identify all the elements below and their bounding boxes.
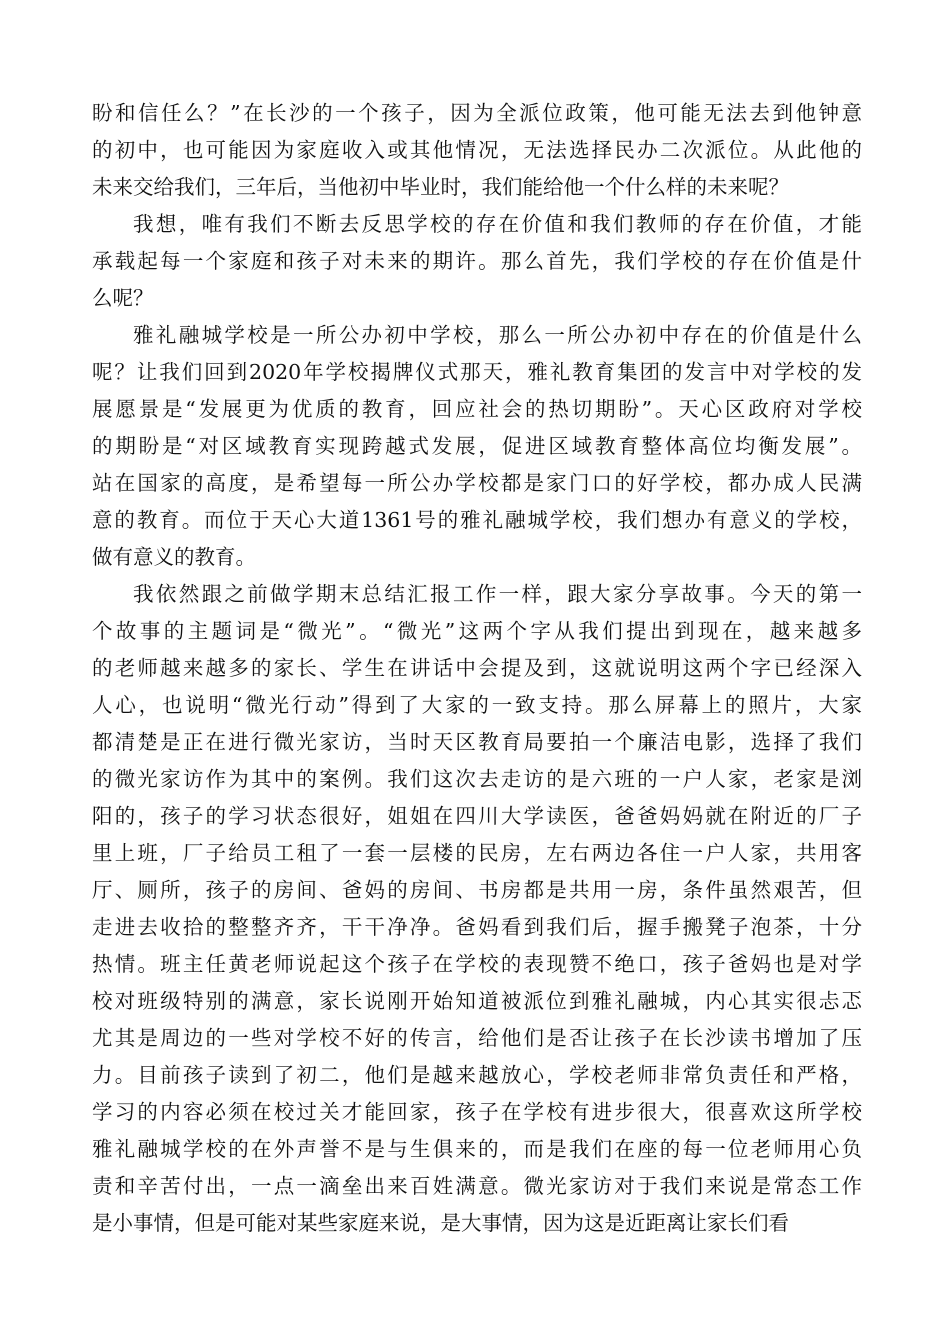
text-line: 学习的内容必须在校过关才能回家，孩子在学校有进步很大，很喜欢这所学校 — [92, 1100, 862, 1124]
text-line: 校对班级特别的满意，家长说刚开始知道被派位到雅礼融城，内心其实很忐忑 — [92, 989, 862, 1013]
text-line: 的期盼是“对区域教育实现跨越式发展，促进区域教育整体高位均衡发展”。 — [92, 434, 862, 458]
text-line: 热情。班主任黄老师说起这个孩子在学校的表现赞不绝口，孩子爸妈也是对学 — [92, 952, 862, 976]
paragraph — [92, 95, 862, 206]
text-line: 尤其是周边的一些对学校不好的传言，给他们是否让孩子在长沙读书增加了压 — [92, 1026, 862, 1050]
text-line: 承载起每一个家庭和孩子对未来的期许。那么首先，我们学校的存在价值是什 — [92, 249, 862, 273]
document-body — [92, 95, 862, 1242]
text-line: 的初中，也可能因为家庭收入或其他情况，无法选择民办二次派位。从此他的 — [92, 138, 862, 162]
text-line: 阳的，孩子的学习状态很好，姐姐在四川大学读医，爸爸妈妈就在附近的厂子 — [92, 804, 862, 828]
text-line: 力。目前孩子读到了初二，他们是越来越放心，学校老师非常负责任和严格， — [92, 1063, 862, 1087]
text-line: 人心，也说明“微光行动”得到了大家的一致支持。那么屏幕上的照片，大家 — [92, 693, 862, 717]
text-line: 站在国家的高度，是希望每一所公办学校都是家门口的好学校，都办成人民满 — [92, 471, 862, 495]
text-line: 做有意义的教育。 — [92, 545, 256, 569]
paragraph — [92, 206, 862, 317]
paragraph — [92, 576, 862, 1242]
paragraph — [92, 317, 862, 576]
text-line: 我想，唯有我们不断去反思学校的存在价值和我们教师的存在价值，才能 — [133, 212, 862, 236]
text-line: 未来交给我们，三年后，当他初中毕业时，我们能给他一个什么样的未来呢？ — [92, 175, 789, 199]
text-line: 呢？让我们回到2020年学校揭牌仪式那天，雅礼教育集团的发言中对学校的发 — [92, 360, 862, 384]
text-line: 里上班，厂子给员工租了一套一层楼的民房，左右两边各住一户人家，共用客 — [92, 841, 862, 865]
text-line: 盼和信任么？”在长沙的一个孩子，因为全派位政策，他可能无法去到他钟意 — [92, 101, 862, 125]
text-line: 的老师越来越多的家长、学生在讲话中会提及到，这就说明这两个字已经深入 — [92, 656, 862, 680]
text-line: 责和辛苦付出，一点一滴垒出来百姓满意。微光家访对于我们来说是常态工作 — [92, 1174, 862, 1198]
text-line: 厅、厕所，孩子的房间、爸妈的房间、书房都是共用一房，条件虽然艰苦，但 — [92, 878, 862, 902]
text-line: 雅礼融城学校的在外声誉不是与生俱来的，而是我们在座的每一位老师用心负 — [92, 1137, 862, 1161]
text-line: 是小事情，但是可能对某些家庭来说，是大事情，因为这是近距离让家长们看 — [92, 1211, 789, 1235]
text-line: 意的教育。而位于天心大道1361号的雅礼融城学校，我们想办有意义的学校， — [92, 508, 862, 532]
text-line: 么呢？ — [92, 286, 154, 310]
text-line: 我依然跟之前做学期末总结汇报工作一样，跟大家分享故事。今天的第一 — [133, 582, 862, 606]
text-line: 个故事的主题词是“微光”。“微光”这两个字从我们提出到现在，越来越多 — [92, 619, 862, 643]
text-line: 的微光家访作为其中的案例。我们这次去走访的是六班的一户人家，老家是浏 — [92, 767, 862, 791]
text-line: 都清楚是正在进行微光家访，当时天区教育局要拍一个廉洁电影，选择了我们 — [92, 730, 862, 754]
text-line: 走进去收拾的整整齐齐，干干净净。爸妈看到我们后，握手搬凳子泡茶，十分 — [92, 915, 862, 939]
text-line: 展愿景是“发展更为优质的教育，回应社会的热切期盼”。天心区政府对学校 — [92, 397, 862, 421]
text-line: 雅礼融城学校是一所公办初中学校，那么一所公办初中存在的价值是什么 — [133, 323, 862, 347]
